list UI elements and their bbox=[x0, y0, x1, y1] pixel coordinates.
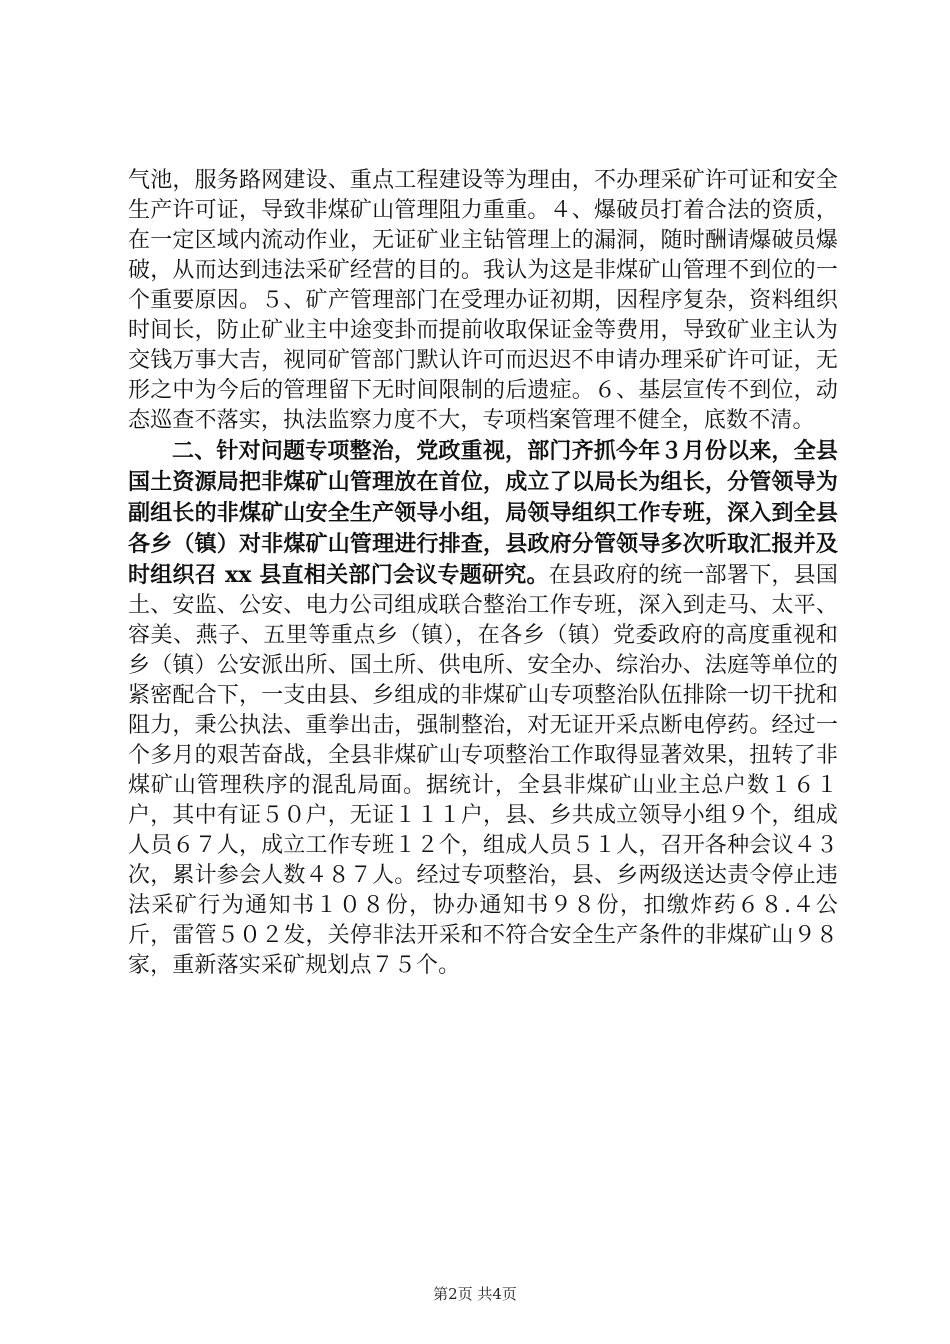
document-body bbox=[128, 166, 838, 981]
paragraph-text: 在县政府的统一部署下，县国土、安监、公安、电力公司组成联合整治工作专班，深入到走马、太平、容美、燕子、五里等重点乡（镇），在各乡（镇）党委政府的高度重视和乡（镇）公安派出所、国土所、供电所、安全办、综治办、法庭等单位的紧密配合下，一支由县、乡组成的非煤矿山专项整治队伍排除一切干扰和阻力，秉公执法、重拳出击，强制整治，对无证开采点断电停药。经过一个多月的艰苦奋战，全县非煤矿山专项整治工作取得显著效果，扭转了非煤矿山管理秩序的混乱局面。据统计，全县非煤矿山业主总户数１６１户，其中有证５０户，无证１１１户，县、乡共成立领导小组９个，组成人员６７人，成立工作专班１２个，组成人员５１人，召开各种会议４３次，累计参会人数４８７人。经过专项整治，县、乡两级送达责令停止违法采矿行为通知书１０８份，协办通知书９８份，扣缴炸药６８.４公斤，雷管５０２发，关停非法开采和不符合安全生产条件的非煤矿山９８家，重新落实采矿规划点７５个。 bbox=[128, 563, 839, 978]
paragraph-continued bbox=[128, 166, 838, 436]
paragraph-text: 气池，服务路网建设、重点工程建设等为理由，不办理采矿许可证和安全生产许可证，导致非煤矿山管理阻力重重。４、爆破员打着合法的资质，在一定区域内流动作业，无证矿业主钻管理上的漏洞，随时酬请爆破员爆破，从而达到违法采矿经营的目的。我认为这是非煤矿山管理不到位的一个重要原因。５、矿产管理部门在受理办证初期，因程序复杂，资料组织时间长，防止矿业主中途变卦而提前收取保证金等费用，导致矿业主认为交钱万事大吉，视同矿管部门默认许可而迟迟不申请办理采矿许可证，无形之中为今后的管理留下无时间限制的后遗症。６、基层宣传不到位，动态巡查不落实，执法监察力度不大，专项档案管理不健全，底数不清。 bbox=[128, 168, 838, 433]
section-heading-lead: 二、针对问题专项整治，党政重视，部门齐抓今年３月份以来，全县国土资源局把非煤矿山管理放在首位，成立了以局长为组长，分管领导为副组长的非煤矿山安全生产领导小组，局领导组织工作专班，深入到全县各乡（镇）对非煤矿山管理进行排查，县政府分管领导多次听取汇报并及时组织召 xx 县直相关部门会议专题研究。 bbox=[128, 438, 838, 588]
paragraph-section-two bbox=[128, 436, 838, 981]
page-footer bbox=[0, 1283, 950, 1304]
page-number-label: 第2页 共4页 bbox=[433, 1285, 517, 1303]
